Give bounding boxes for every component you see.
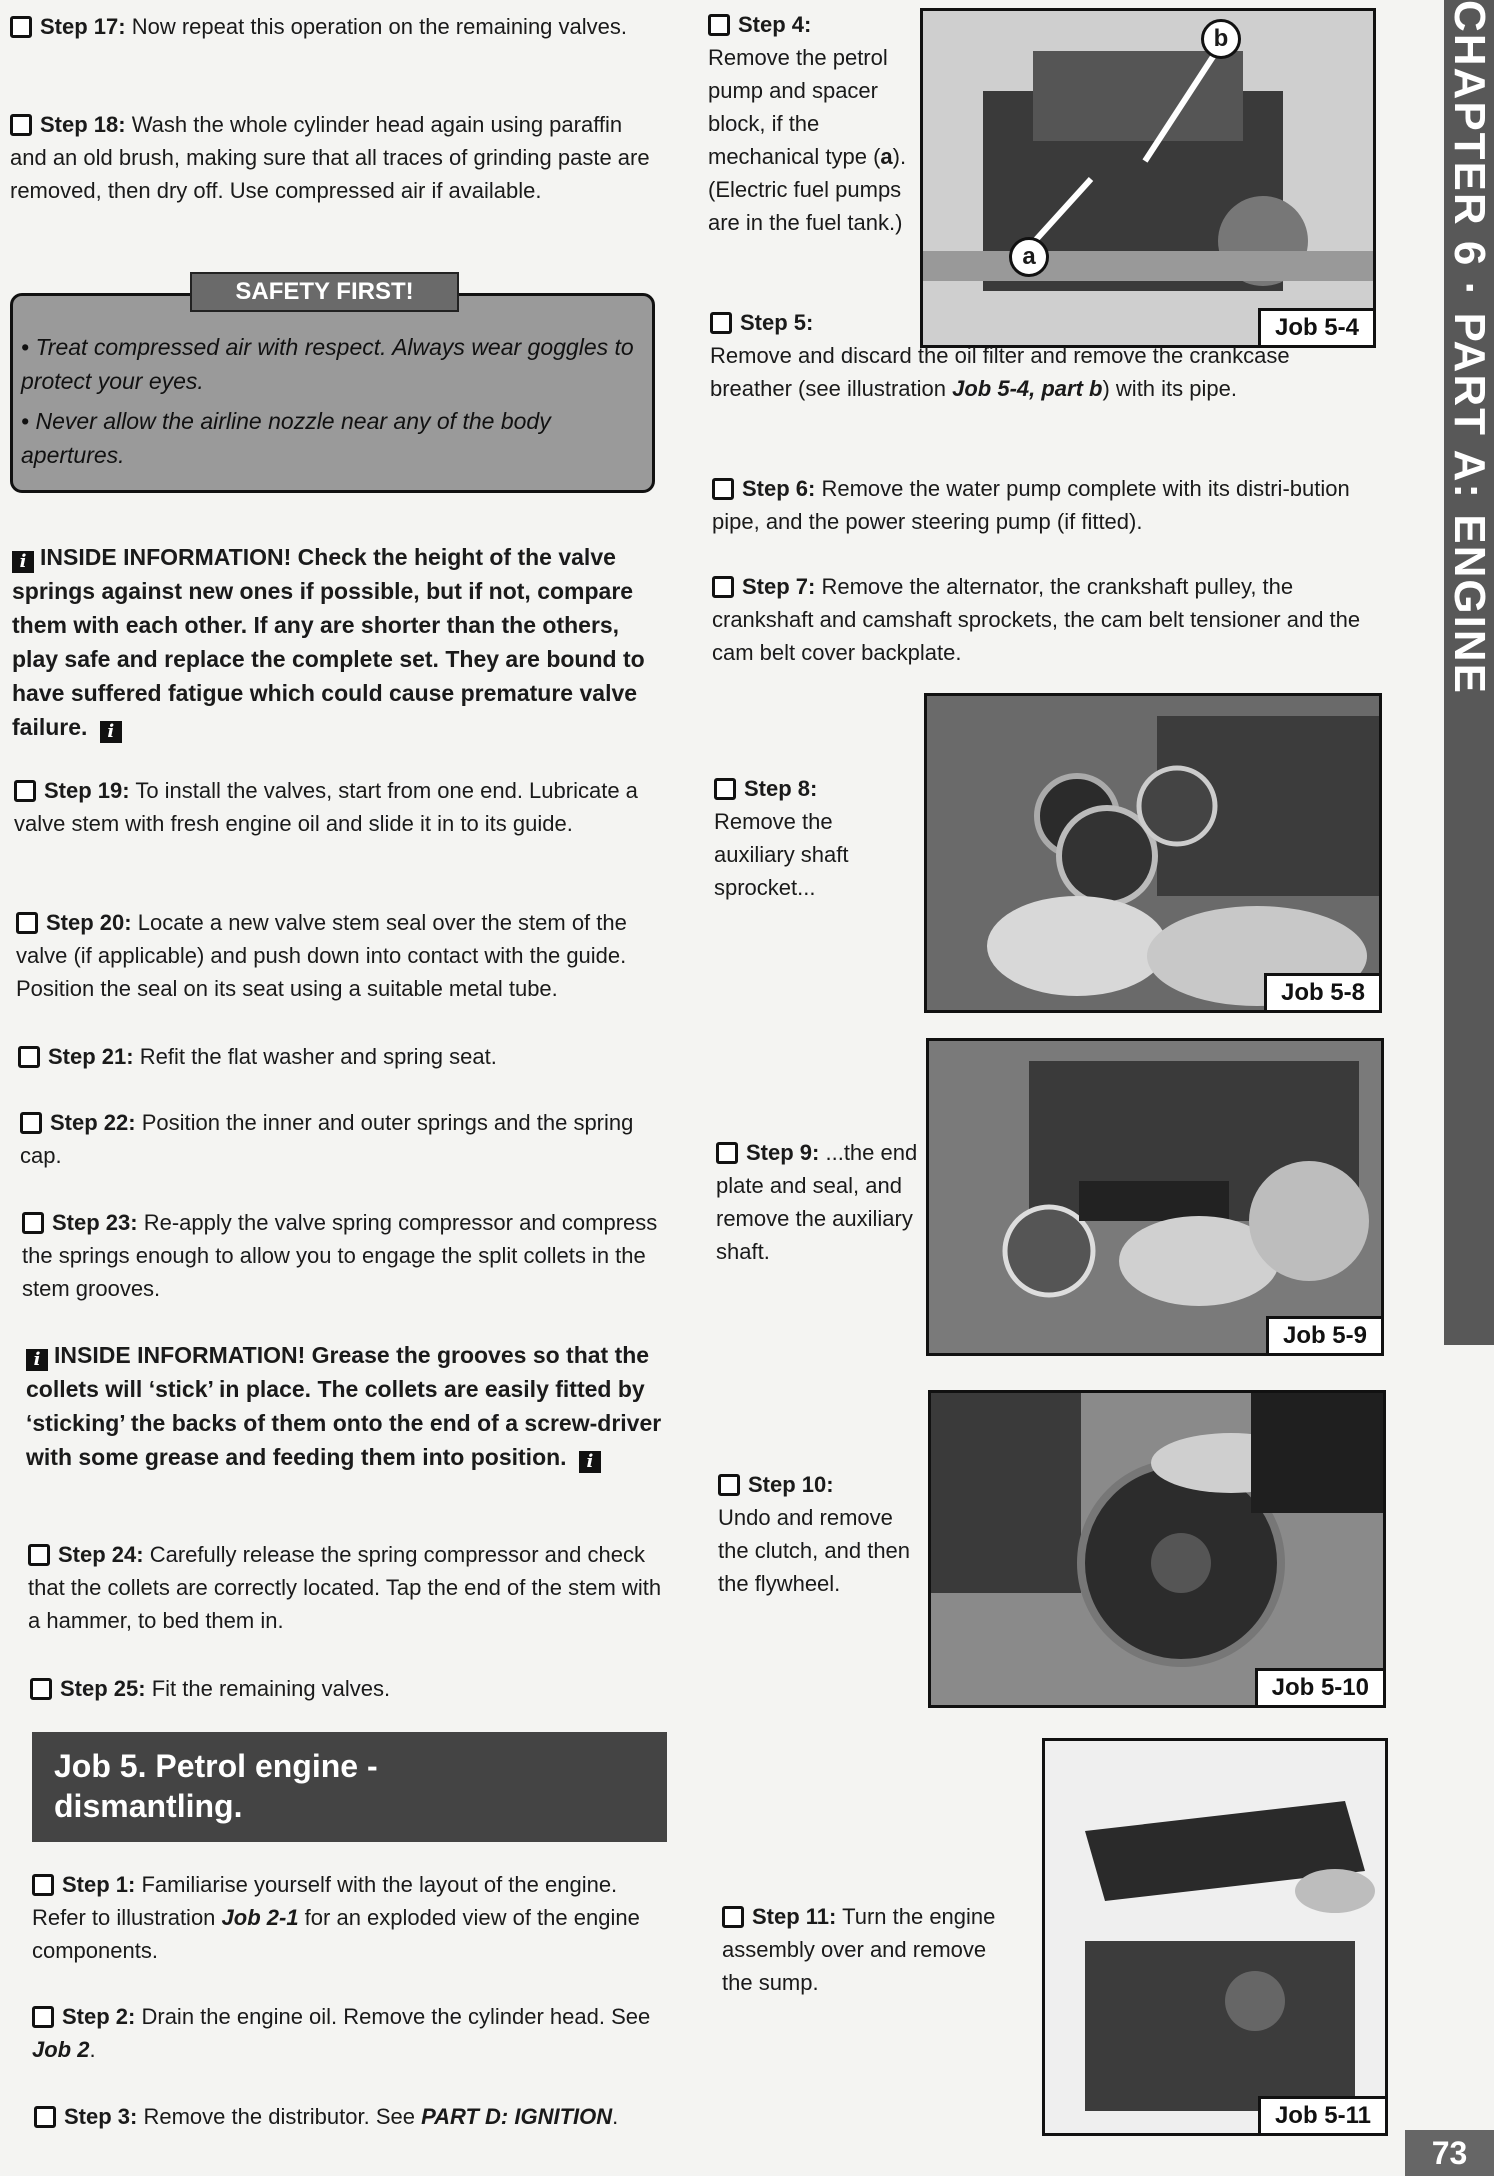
photo-job-5-8 — [924, 693, 1382, 1013]
step-5: Step 5: Remove and discard the oil filter and remove the crankcase breather (see illustration Job 5-4, part b) with its pipe. — [710, 310, 1290, 401]
step-7: Step 7: Remove the alternator, the crankshaft pulley, the crankshaft and camshaft sprockets, the cam belt tensioner and the cam belt cover backplate. — [712, 574, 1361, 665]
step-4: Step 4: Remove the petrol pump and spacer block, if the mechanical type (a). (Electric fuel pumps are in the fuel tank.) — [708, 12, 907, 235]
sump-photo-image — [1045, 1741, 1385, 2133]
info-icon: i — [12, 551, 34, 573]
photo-job-5-11 — [1042, 1738, 1388, 2136]
checkbox-icon — [722, 1906, 744, 1928]
inside-information-1: i INSIDE INFORMATION! Check the height of the valve springs against new ones if possible, but if not, compare them with each other. If any are shorter than the others, play safe and replace the complete set. They are bound to have suffered fatigue which could cause premature valve failure. i — [12, 544, 645, 742]
step-25: Step 25: Fit the remaining valves. — [30, 1672, 670, 1705]
page-number: 73 — [1405, 2130, 1494, 2176]
info-icon: i — [26, 1349, 48, 1371]
job5-step-1: Step 1: Familiarise yourself with the layout of the engine. Refer to illustration Job 2-1 for an exploded view of the engine components. — [32, 1872, 640, 1963]
step-19: Step 19: To install the valves, start from one end. Lubricate a valve stem with fresh engine oil and slide it in to its guide. — [14, 778, 638, 836]
step-10: Step 10: Undo and remove the clutch, and then the flywheel. — [718, 1472, 911, 1596]
job5-step-2: Step 2: Drain the engine oil. Remove the cylinder head. See Job 2. — [32, 2004, 651, 2062]
photo-job-5-10 — [928, 1390, 1386, 1708]
callout-b: b — [1201, 19, 1241, 59]
checkbox-icon — [714, 778, 736, 800]
auxiliary-shaft-photo-image — [929, 1041, 1381, 1353]
checkbox-icon — [14, 780, 36, 802]
callout-a: a — [1009, 237, 1049, 277]
step-8: Step 8: Remove the auxiliary shaft sprocket... — [714, 776, 849, 900]
checkbox-icon — [30, 1678, 52, 1700]
photo-job-5-4 — [920, 8, 1376, 348]
checkbox-icon — [18, 1046, 40, 1068]
checkbox-icon — [708, 14, 730, 36]
checkbox-icon — [32, 2006, 54, 2028]
checkbox-icon — [10, 114, 32, 136]
checkbox-icon — [718, 1474, 740, 1496]
sprocket-photo-image — [927, 696, 1379, 1010]
checkbox-icon — [28, 1544, 50, 1566]
photo-job-5-9 — [926, 1038, 1384, 1356]
inside-information-2: i INSIDE INFORMATION! Grease the grooves so that the collets will ‘stick’ in place. The collets are easily fitted by ‘sticking’ the backs of them onto the end of a screw-driver with some grease and feeding them into position. i — [26, 1342, 662, 1472]
step-11: Step 11: Turn the engine assembly over and remove the sump. — [722, 1904, 996, 1995]
photo-label: Job 5-8 — [1264, 973, 1379, 1010]
checkbox-icon — [16, 912, 38, 934]
checkbox-icon — [34, 2106, 56, 2128]
step-20: Step 20: Locate a new valve stem seal over the stem of the valve (if applicable) and push down into contact with the guide. Position the seal on its seat using a suitable metal tube. — [16, 910, 627, 1001]
checkbox-icon — [22, 1212, 44, 1234]
step-22: Step 22: Position the inner and outer springs and the spring cap. — [20, 1110, 634, 1168]
photo-label: Job 5-9 — [1266, 1316, 1381, 1353]
checkbox-icon — [710, 312, 732, 334]
info-icon: i — [579, 1451, 601, 1473]
checkbox-icon — [712, 576, 734, 598]
safety-item-2: • Never allow the airline nozzle near any of the body apertures. — [21, 408, 551, 468]
engine-photo-image — [923, 11, 1373, 345]
checkbox-icon — [716, 1142, 738, 1164]
checkbox-icon — [32, 1874, 54, 1896]
step-23: Step 23: Re-apply the valve spring compressor and compress the springs enough to allow you to engage the split collets in the stem grooves. — [22, 1210, 658, 1301]
photo-label: Job 5-11 — [1258, 2096, 1385, 2133]
step-21: Step 21: Refit the flat washer and spring seat. — [18, 1040, 668, 1073]
step-9: Step 9: ...the end plate and seal, and remove the auxiliary shaft. — [716, 1140, 918, 1264]
checkbox-icon — [712, 478, 734, 500]
info-icon: i — [100, 721, 122, 743]
safety-first-box — [10, 293, 655, 493]
step-6: Step 6: Remove the water pump complete with its distri-bution pipe, and the power steering pump (if fitted). — [712, 476, 1350, 534]
job5-step-3: Step 3: Remove the distributor. See PART D: IGNITION. — [34, 2100, 694, 2133]
step-24: Step 24: Carefully release the spring compressor and check that the collets are correctly located. Tap the end of the stem with a hammer, to bed them in. — [28, 1542, 662, 1633]
chapter-side-tab — [1444, 0, 1494, 1345]
photo-label: Job 5-4 — [1258, 308, 1373, 345]
flywheel-photo-image — [931, 1393, 1383, 1705]
step-17: Step 17: Now repeat this operation on the remaining valves. — [10, 10, 650, 43]
checkbox-icon — [20, 1112, 42, 1134]
checkbox-icon — [10, 16, 32, 38]
photo-label: Job 5-10 — [1255, 1668, 1383, 1705]
safety-item-1: • Treat compressed air with respect. Always wear goggles to protect your eyes. — [21, 334, 634, 394]
safety-first-title: SAFETY FIRST! — [190, 272, 459, 312]
side-tab-text: CHAPTER 6 · PART A: ENGINE — [1445, 0, 1494, 695]
step-18: Step 18: Wash the whole cylinder head again using paraffin and an old brush, making sure that all traces of grinding paste are removed, then dry off. Use compressed air if available. — [10, 112, 650, 203]
job-5-heading: Job 5. Petrol engine - dismantling. — [32, 1732, 667, 1842]
